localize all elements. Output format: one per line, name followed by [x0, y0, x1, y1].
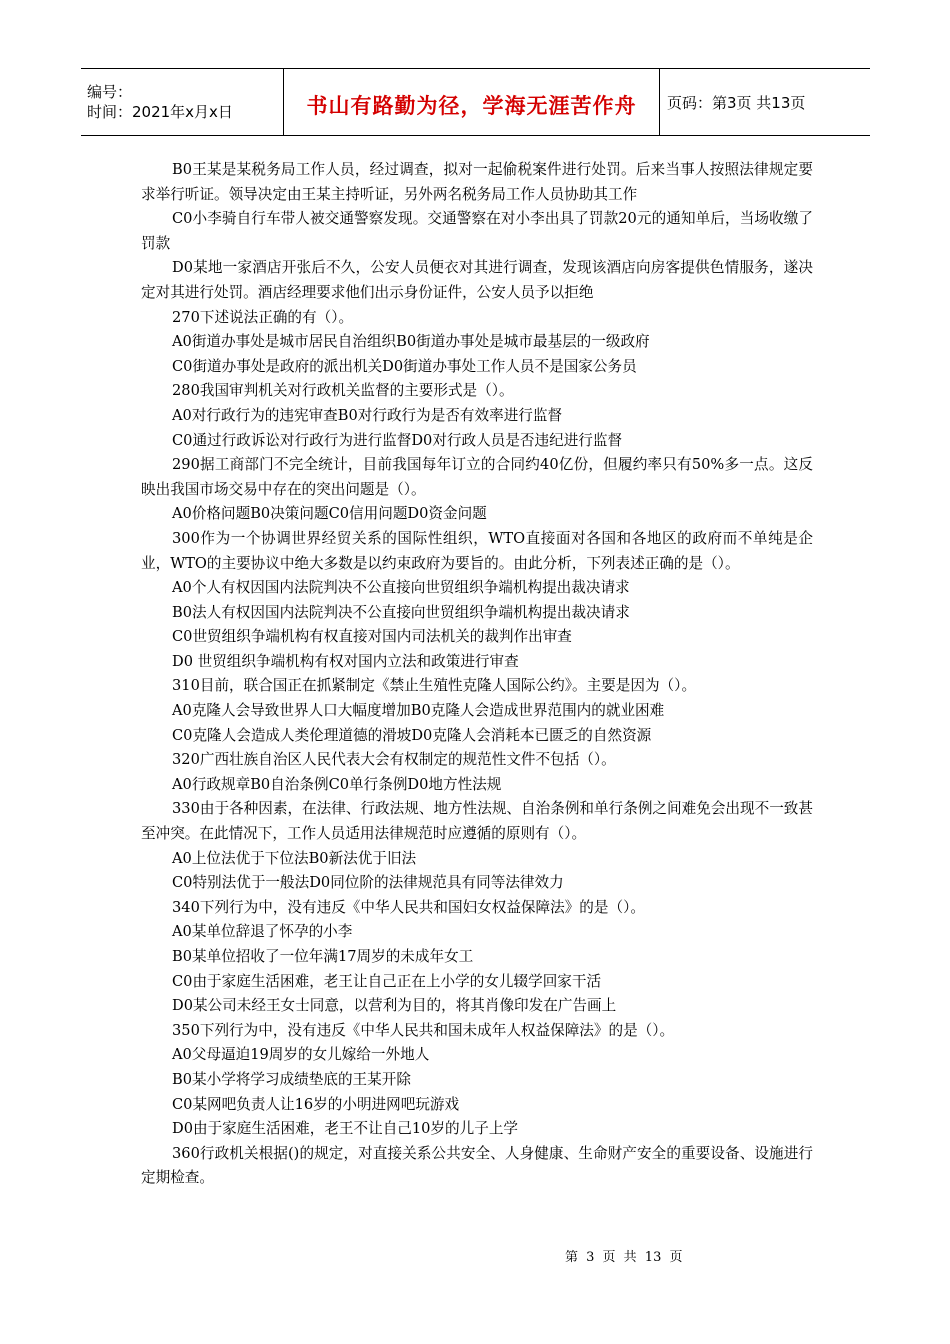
option-line: A0个人有权因国内法院判决不公直接向世贸组织争端机构提出裁决请求	[172, 579, 630, 597]
question: 340下列行为中，没有违反《中华人民共和国妇女权益保障法》的是（）。	[172, 898, 645, 916]
option-line: A0行政规章B0自治条例C0单行条例D0地方性法规	[172, 775, 502, 793]
option-line: A0父母逼迫19周岁的女儿嫁给一外地人	[172, 1046, 430, 1064]
header-info	[81, 69, 283, 135]
question: 270下述说法正确的有（）。	[172, 308, 354, 326]
option-line: A0价格问题B0决策问题C0信用问题D0资金问题	[172, 505, 487, 523]
option-line: B0法人有权因国内法院判决不公直接向世贸组织争端机构提出裁决请求	[172, 603, 630, 621]
page-footer: 第 3 页 共 13 页	[565, 1250, 683, 1265]
option-line: A0对行政行为的违宪审查B0对行政行为是否有效率进行监督	[172, 406, 563, 424]
question: 360行政机关根据()的规定，对直接关系公共安全、人身健康、生命财产安全的重要设备、设施进行定期检查。	[141, 1144, 813, 1187]
page-number-label: 页码：第3页 共13页	[667, 93, 806, 112]
option-line: C0特别法优于一般法D0同位阶的法律规范具有同等法律效力	[172, 874, 564, 892]
question: 290据工商部门不完全统计，目前我国每年订立的合同约40亿份，但履约率只有50%多一点。这反映出我国市场交易中存在的突出问题是（）。	[141, 456, 813, 498]
paragraph: C0小李骑自行车带人被交通警察发现。交通警察在对小李出具了罚款20元的通知单后，当场收缴了罚款	[141, 210, 813, 252]
option-line: C0由于家庭生活困难，老王让自己正在上小学的女儿辍学回家干活	[172, 972, 602, 990]
page-header	[81, 68, 870, 136]
number-label: 编号：	[87, 83, 133, 101]
option-line: C0克隆人会造成人类伦理道德的滑坡D0克隆人会消耗本已匮乏的自然资源	[172, 726, 652, 744]
option-line: D0 世贸组织争端机构有权对国内立法和政策进行审查	[172, 652, 519, 670]
paragraph: B0王某是某税务局工作人员，经过调查，拟对一起偷税案件进行处罚。后来当事人按照法律规定要求举行听证。领导决定由王某主持听证，另外两名税务局工作人员协助其工作	[141, 161, 813, 203]
option-line: A0某单位辞退了怀孕的小李	[172, 923, 353, 941]
question: 280我国审判机关对行政机关监督的主要形式是（）。	[172, 382, 514, 400]
option-line: A0克隆人会导致世界人口大幅度增加B0克隆人会造成世界范围内的就业困难	[172, 702, 665, 720]
question: 320广西壮族自治区人民代表大会有权制定的规范性文件不包括（）。	[172, 751, 616, 769]
motto-text: 书山有路勤为径，学海无涯苦作舟	[306, 94, 637, 118]
option-line: A0街道办事处是城市居民自治组织B0街道办事处是城市最基层的一级政府	[172, 333, 650, 351]
header-page-cell	[660, 69, 870, 135]
option-line: B0某单位招收了一位年满17周岁的未成年女工	[172, 948, 474, 965]
option-line: D0某公司未经王女士同意，以营利为目的，将其肖像印发在广告画上	[172, 997, 617, 1015]
header-motto-cell	[283, 69, 660, 135]
option-line: B0某小学将学习成绩垫底的王某开除	[172, 1070, 411, 1088]
option-line: C0某网吧负责人让16岁的小明进网吧玩游戏	[172, 1095, 460, 1113]
option-line: A0上位法优于下位法B0新法优于旧法	[172, 849, 417, 867]
question: 310目前，联合国正在抓紧制定《禁止生殖性克隆人国际公约》。主要是因为（）。	[172, 677, 697, 695]
question: 330由于各种因素，在法律、行政法规、地方性法规、自治条例和单行条例之间难免会出现不一致甚至冲突。在此情况下，工作人员适用法律规范时应遵循的原则有（）。	[141, 800, 813, 843]
time-label: 时间：2021年x月x日	[87, 103, 233, 121]
option-line: C0世贸组织争端机构有权直接对国内司法机关的裁判作出审查	[172, 628, 572, 646]
question: 350下列行为中，没有违反《中华人民共和国未成年人权益保障法》的是（）。	[172, 1021, 675, 1039]
option-line: C0通过行政诉讼对行政行为进行监督D0对行政人员是否违纪进行监督	[172, 431, 623, 449]
paragraph: D0某地一家酒店开张后不久，公安人员便衣对其进行调查，发现该酒店向房客提供色情服务，遂决定对其进行处罚。酒店经理要求他们出示身份证件，公安人员予以拒绝	[141, 259, 813, 301]
question: 300作为一个协调世界经贸关系的国际性组织，WTO直接面对各国和各地区的政府而不单纯是企业，WTO的主要协议中绝大多数是以约束政府为要旨的。由此分析，下列表述正确的是（）。	[141, 529, 813, 572]
option-line: C0街道办事处是政府的派出机关D0街道办事处工作人员不是国家公务员	[172, 357, 637, 375]
option-line: D0由于家庭生活困难，老王不让自己10岁的儿子上学	[172, 1120, 519, 1138]
document-body	[141, 158, 813, 1191]
